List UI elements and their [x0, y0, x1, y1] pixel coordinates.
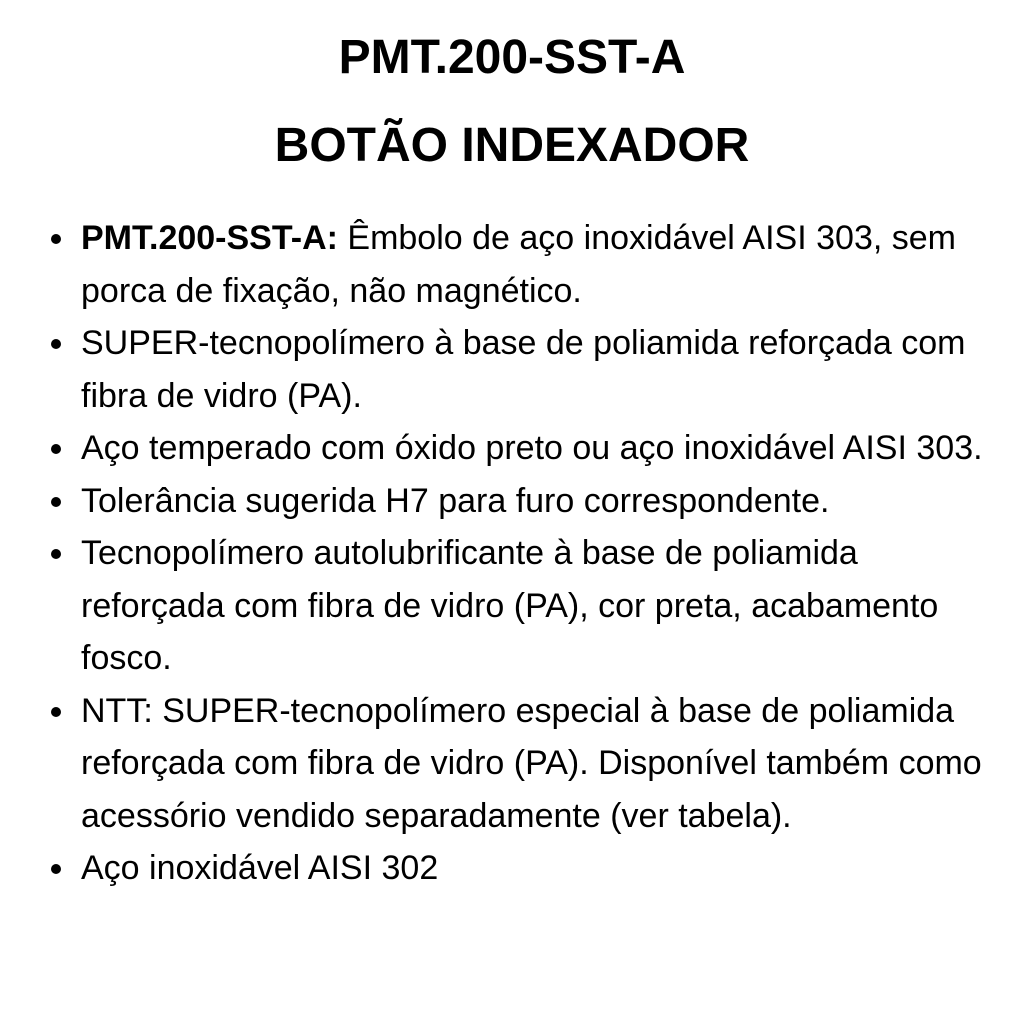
spec-item — [0, 212, 1024, 317]
spec-item — [0, 685, 1024, 843]
spec-text: Aço inoxidável AISI 302 — [81, 849, 439, 887]
spec-text: Tecnopolímero autolubrificante à base de poliamida reforçada com fibra de vidro (PA), cor preta, acabamento fosco. — [81, 534, 939, 677]
bullet-icon — [51, 339, 61, 349]
product-code-title: PMT.200-SST-A — [338, 31, 686, 84]
spec-text: Êmbolo de aço inoxidável AISI 303, sem porca de fixação, não magnético. — [81, 219, 956, 310]
product-name-title: BOTÃO INDEXADOR — [274, 119, 750, 172]
spec-item — [0, 842, 1024, 895]
bullet-icon — [51, 497, 61, 507]
spec-lead: PMT.200-SST-A: — [81, 219, 338, 257]
spec-text: Tolerância sugerida H7 para furo correspondente. — [81, 481, 830, 520]
spec-list — [0, 212, 1024, 895]
bullet-icon — [51, 864, 61, 874]
bullet-icon — [51, 549, 61, 559]
spec-text: SUPER-tecnopolímero à base de poliamida reforçada com fibra de vidro (PA). — [81, 324, 966, 415]
bullet-icon — [51, 707, 61, 717]
spec-item — [0, 527, 1024, 685]
spec-item — [0, 422, 1024, 475]
spec-item — [0, 317, 1024, 422]
bullet-icon — [51, 234, 61, 244]
bullet-icon — [51, 444, 61, 454]
spec-text: NTT: SUPER-tecnopolímero especial à base de poliamida reforçada com fibra de vidro (PA). Disponível também como acessório vendido separadamente (ver tabela). — [81, 691, 982, 835]
spec-text: Aço temperado com óxido preto ou aço inoxidável AISI 303. — [81, 429, 983, 467]
spec-item — [0, 475, 1024, 528]
